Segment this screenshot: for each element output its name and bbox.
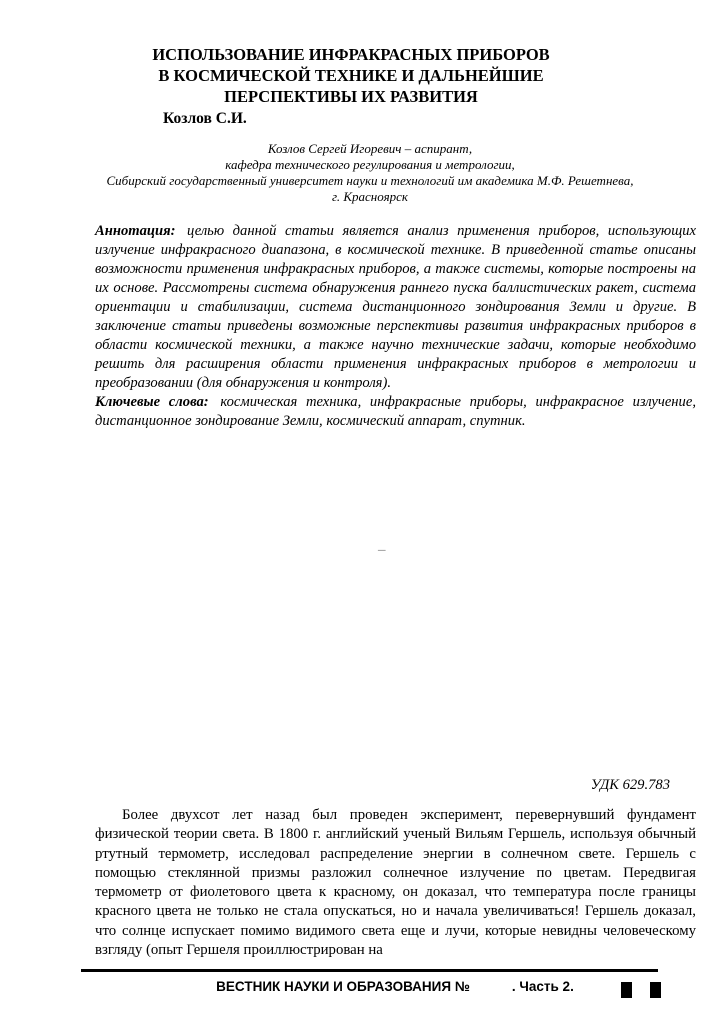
article-title	[95, 44, 607, 107]
keywords-paragraph	[95, 393, 696, 431]
article-title-line-3: ПЕРСПЕКТИВЫ ИХ РАЗВИТИЯ	[224, 87, 478, 106]
keywords-label: Ключевые слова:	[95, 394, 209, 410]
udc-number: УДК 629.783	[590, 777, 670, 793]
footer-rule	[81, 969, 658, 972]
footer-text	[95, 979, 695, 994]
affiliation-line-2: кафедра технического регулирования и метрологии,	[225, 157, 515, 172]
keywords-text: космическая техника, инфракрасные приборы, инфракрасное излучение, дистанционное зондирование Земли, космический аппарат, спутник.	[95, 394, 696, 429]
abstract-paragraph	[95, 222, 696, 393]
footer-page-box-2	[650, 982, 661, 998]
author-name: Козлов С.И.	[163, 110, 247, 127]
figure-placeholder-dash: –	[378, 542, 386, 558]
footer-journal-title: ВЕСТНИК НАУКИ И ОБРАЗОВАНИЯ №	[216, 979, 470, 994]
affiliation-line-1: Козлов Сергей Игоревич – аспирант,	[267, 141, 473, 156]
article-title-line-2: В КОСМИЧЕСКОЙ ТЕХНИКЕ И ДАЛЬНЕЙШИЕ	[158, 66, 544, 85]
abstract-section	[95, 222, 696, 431]
footer-part-label: . Часть 2.	[511, 979, 574, 994]
affiliation-line-4: г. Красноярск	[332, 189, 408, 204]
abstract-label: Аннотация:	[95, 223, 176, 239]
body-paragraph: Более двухсот лет назад был проведен эксперимент, перевернувший фундамент физической теории света. В 1800 г. английский ученый Вильям Гершель, используя обычный ртутный термометр, исследовал распределение энергии в солнечном свете. Гершель с помощью стеклянной призмы разложил солнечное излучение по цветам. Передвигая термометр от фиолетового цвета к красному, он доказал, что температура после границы красного цвета не только не стала опускаться, но и начала увеличиваться! Гершель доказал, что солнце испускает помимо видимого света еще и лучи, которые невидны человеческому взгляду (опыт Гершеля проиллюстрирован на	[95, 807, 696, 959]
affiliation-block	[40, 141, 700, 205]
footer-page-box-1	[621, 982, 632, 998]
article-title-line-1: ИСПОЛЬЗОВАНИЕ ИНФРАКРАСНЫХ ПРИБОРОВ	[152, 45, 550, 64]
abstract-text: целью данной статьи является анализ применения приборов, использующих излучение инфракрасного диапазона, в космической технике. В приведенной статье описаны возможности применения инфракрасных приборов, а также системы, которые построены на их основе. Рассмотрены система обнаружения раннего пуска баллистических ракет, система ориентации и стабилизации, система дистанционного зондирования Земли и другие. В заключение статьи приведены возможные перспективы развития инфракрасных приборов в области космической техники, а также научно технические задачи, которые необходимо решить для расширения области применения инфракрасных приборов в метрологии и преобразовании (для обнаружения и контроля).	[95, 223, 696, 391]
affiliation-line-3: Сибирский государственный университет науки и технологий им академика М.Ф. Решетнева,	[106, 173, 634, 188]
